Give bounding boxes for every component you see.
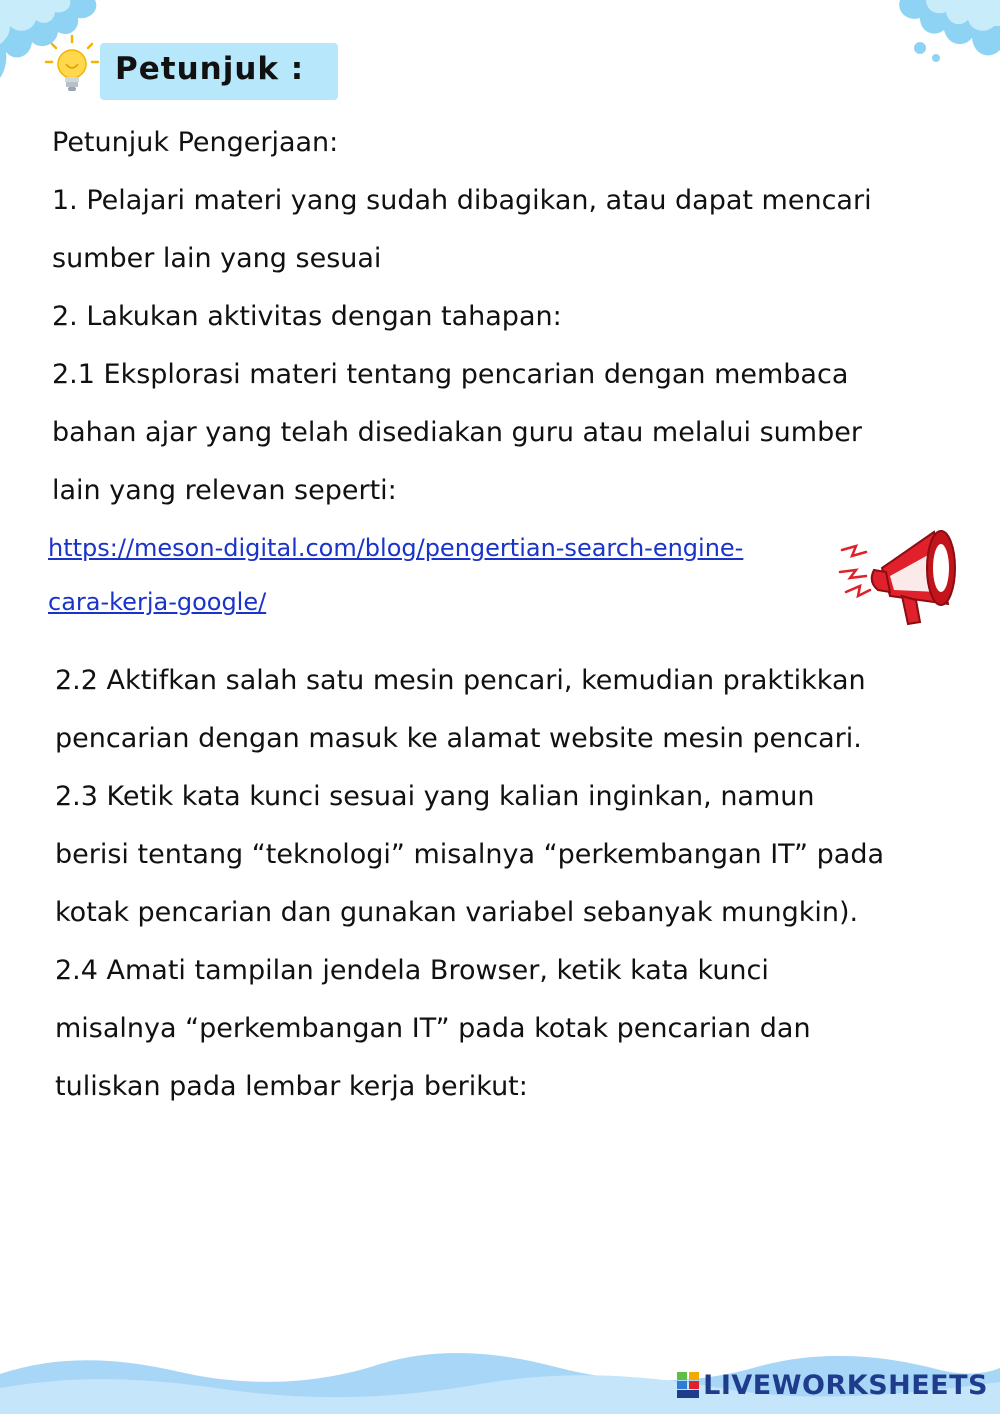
instruction-line: 2.4 Amati tampilan jendela Browser, ketik kata kunci	[55, 955, 769, 986]
instruction-line: bahan ajar yang telah disediakan guru atau melalui sumber	[52, 417, 862, 448]
brand-name: LIVEWORKSHEETS	[703, 1369, 988, 1401]
instruction-line: 1. Pelajari materi yang sudah dibagikan, atau dapat mencari	[52, 185, 872, 216]
reference-link-line-2[interactable]: cara-kerja-google/	[48, 588, 267, 616]
liveworksheets-logo-icon	[677, 1372, 699, 1398]
instruction-line: pencarian dengan masuk ke alamat website mesin pencari.	[55, 723, 862, 754]
instructions-steps	[55, 652, 955, 1116]
reference-link[interactable]	[48, 521, 848, 629]
instruction-line: misalnya “perkembangan IT” pada kotak pencarian dan	[55, 1013, 811, 1044]
cloud-top-right-icon	[890, 0, 1000, 110]
section-title-box	[100, 43, 338, 100]
instruction-line: 2.3 Ketik kata kunci sesuai yang kalian inginkan, namun	[55, 781, 815, 812]
instruction-line: 2.1 Eksplorasi materi tentang pencarian dengan membaca	[52, 359, 849, 390]
instruction-line: 2.2 Aktifkan salah satu mesin pencari, kemudian praktikkan	[55, 665, 866, 696]
instruction-line: kotak pencarian dan gunakan variabel sebanyak mungkin).	[55, 897, 859, 928]
lightbulb-icon	[44, 34, 100, 98]
brand-logo	[677, 1368, 988, 1402]
instruction-line: sumber lain yang sesuai	[52, 243, 382, 274]
instruction-line: berisi tentang “teknologi” misalnya “perkembangan IT” pada	[55, 839, 884, 870]
reference-link-line-1[interactable]: https://meson-digital.com/blog/pengertian-search-engine-	[48, 534, 744, 562]
instructions-intro	[52, 114, 952, 520]
instruction-line: 2. Lakukan aktivitas dengan tahapan:	[52, 301, 562, 332]
instruction-line: Petunjuk Pengerjaan:	[52, 127, 339, 158]
instruction-line: tuliskan pada lembar kerja berikut:	[55, 1071, 528, 1102]
section-title: Petunjuk :	[115, 51, 305, 87]
instruction-line: lain yang relevan seperti:	[52, 475, 397, 506]
megaphone-icon	[838, 520, 968, 630]
